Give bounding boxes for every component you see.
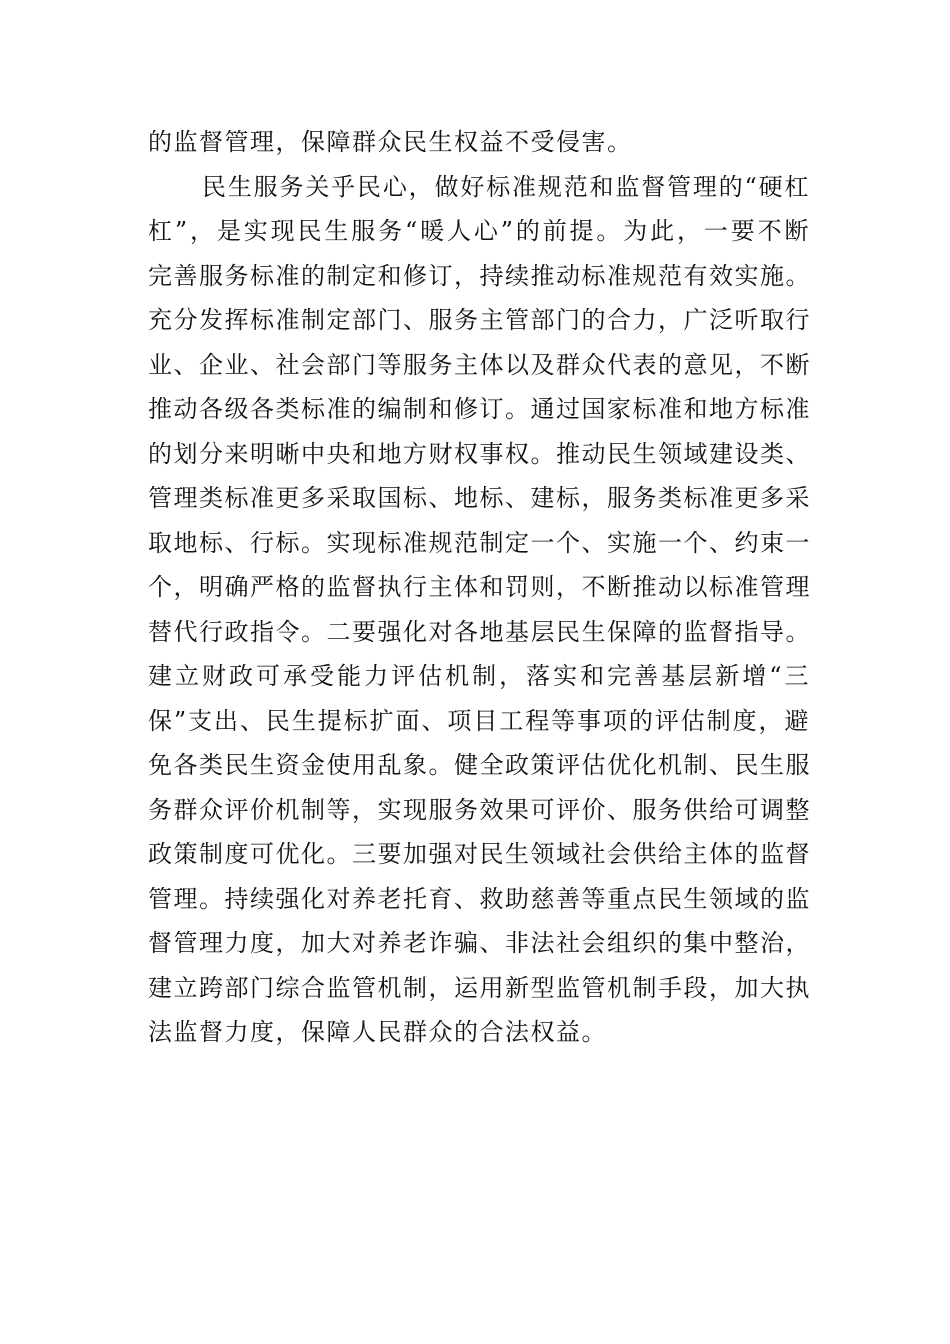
body-text bbox=[148, 120, 810, 1055]
text-line: 的划分来明晰中央和地方财权事权。推动民生领域建设类、 bbox=[148, 439, 811, 468]
text-line: 的监督管理，保障群众民生权益不受侵害。 bbox=[148, 128, 633, 156]
text-line: 业、企业、社会部门等服务主体以及群众代表的意见，不断 bbox=[148, 350, 811, 379]
text-line: 法监督力度，保障人民群众的合法权益。 bbox=[148, 1018, 607, 1046]
text-line: 取地标、行标。实现标准规范制定一个、实施一个、约束一 bbox=[148, 528, 811, 557]
text-line: 推动各级各类标准的编制和修订。通过国家标准和地方标准 bbox=[148, 395, 811, 423]
text-line: 杠”，是实现民生服务“暖人心”的前提。为此，一要不断 bbox=[148, 217, 810, 245]
paragraph-first-line: 民生服务关乎民心，做好标准规范和监督管理的“硬杠 bbox=[202, 172, 810, 201]
text-line: 完善服务标准的制定和修订，持续推动标准规范有效实施。 bbox=[148, 261, 811, 290]
text-line: 替代行政指令。二要强化对各地基层民生保障的监督指导。 bbox=[148, 617, 811, 646]
text-line: 保”支出、民生提标扩面、项目工程等事项的评估制度，避 bbox=[148, 706, 810, 735]
text-line: 政策制度可优化。三要加强对民生领域社会供给主体的监督 bbox=[148, 840, 811, 868]
text-line: 充分发挥标准制定部门、服务主管部门的合力，广泛听取行 bbox=[148, 306, 811, 334]
text-line: 务群众评价机制等，实现服务效果可评价、服务供给可调整 bbox=[148, 795, 811, 824]
text-line: 个，明确严格的监督执行主体和罚则，不断推动以标准管理 bbox=[148, 573, 811, 601]
text-line: 免各类民生资金使用乱象。健全政策评估优化机制、民生服 bbox=[148, 751, 811, 779]
text-line: 管理类标准更多采取国标、地标、建标，服务类标准更多采 bbox=[148, 484, 811, 512]
text-line: 建立跨部门综合监管机制，运用新型监管机制手段，加大执 bbox=[148, 973, 811, 1002]
text-line: 管理。持续强化对养老托育、救助慈善等重点民生领域的监 bbox=[148, 884, 811, 913]
text-line: 督管理力度，加大对养老诈骗、非法社会组织的集中整治， bbox=[148, 929, 811, 957]
text-line: 建立财政可承受能力评估机制，落实和完善基层新增“三 bbox=[148, 662, 810, 690]
